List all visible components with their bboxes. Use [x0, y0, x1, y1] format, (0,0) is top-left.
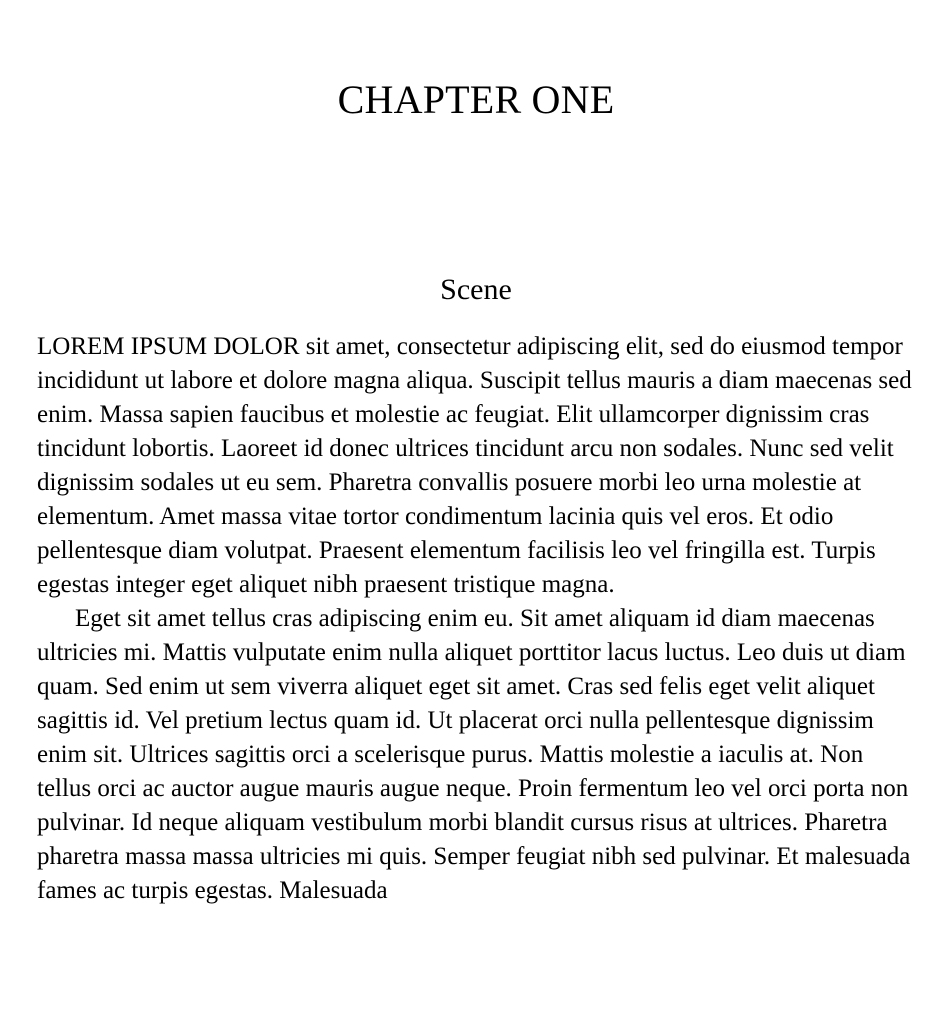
body-text [37, 330, 913, 908]
scene-heading: Scene [440, 273, 512, 306]
paragraph-2: Eget sit amet tellus cras adipiscing enim eu. Sit amet aliquam id diam maecenas ultricies mi. Mattis vulputate enim nulla aliquet porttitor lacus luctus. Leo duis ut diam quam. Sed enim ut sem viverra aliquet eget sit amet. Cras sed felis eget velit aliquet sagittis id. Vel pretium lectus quam id. Ut placerat orci nulla pellentesque dignissim enim sit. Ultrices sagittis orci a scelerisque purus. Mattis molestie a iaculis at. Non tellus orci ac auctor augue mauris augue neque. Proin fermentum leo vel orci porta non pulvinar. Id neque aliquam vestibulum morbi blandit cursus risus at ultrices. Pharetra pharetra massa massa ultricies mi quis. Semper feugiat nibh sed pulvinar. Et malesuada fames ac turpis egestas. Malesuada [37, 605, 911, 904]
chapter-title: CHAPTER ONE [337, 77, 615, 122]
paragraph-1: LOREM IPSUM DOLOR sit amet, consectetur adipiscing elit, sed do eiusmod tempor incididunt ut labore et dolore magna aliqua. Suscipit tellus mauris a diam maecenas sed enim. Massa sapien faucibus et molestie ac feugiat. Elit ullamcorper dignissim cras tincidunt lobortis. Laoreet id donec ultrices tincidunt arcu non sodales. Nunc sed velit dignissim sodales ut eu sem. Pharetra convallis posuere morbi leo urna molestie at elementum. Amet massa vitae tortor condimentum lacinia quis vel eros. Et odio pellentesque diam volutpat. Praesent elementum facilisis leo vel fringilla est. Turpis egestas integer eget aliquet nibh praesent tristique magna. [37, 333, 912, 598]
